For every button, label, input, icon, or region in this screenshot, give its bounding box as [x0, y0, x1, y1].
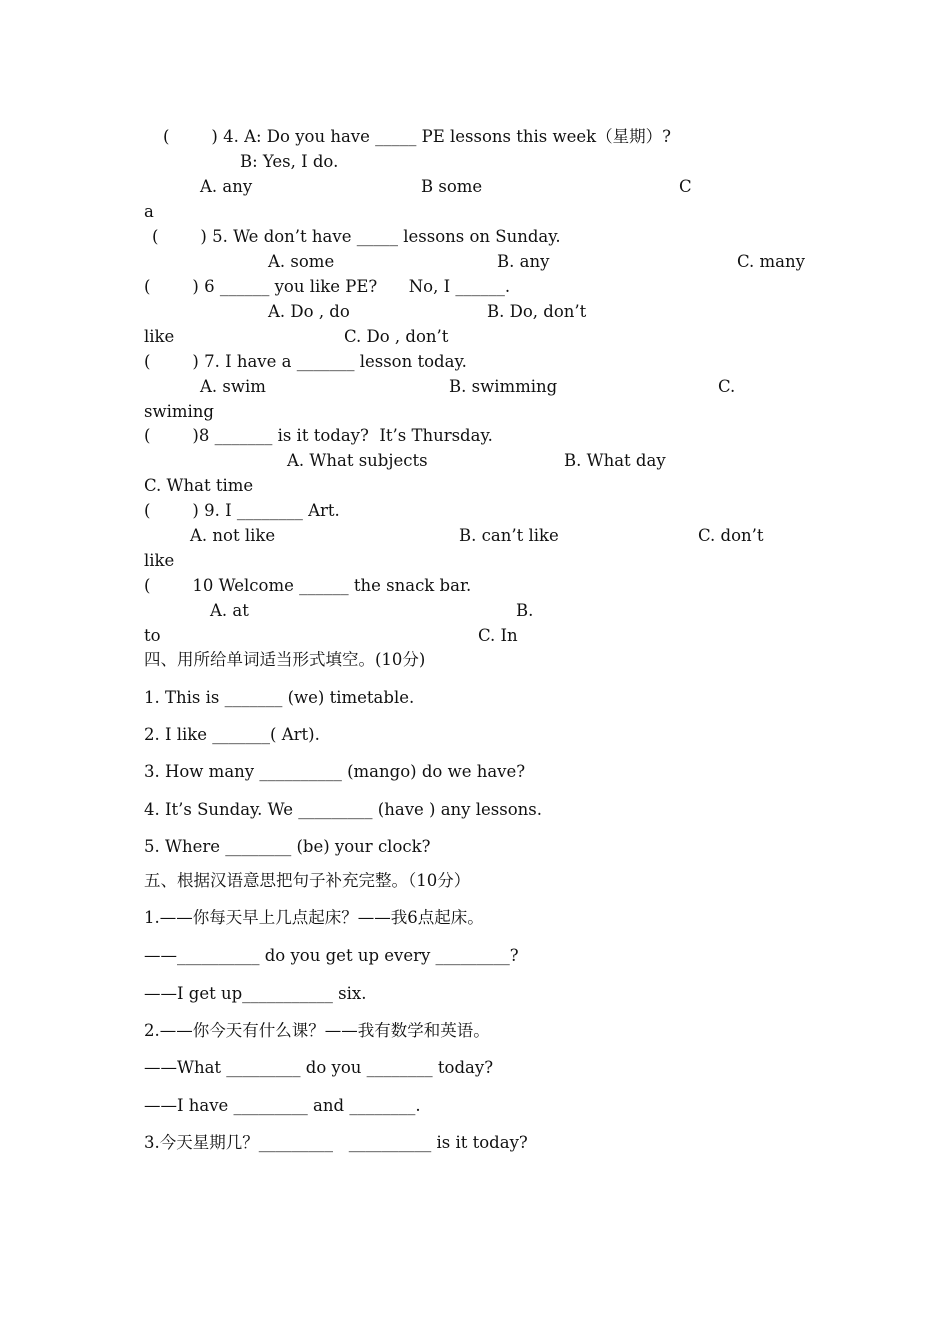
- q9-stem: ( ) 9. I ________ Art.: [144, 501, 340, 520]
- q10-option-b-wrap: to: [144, 626, 161, 645]
- q10-option-a: A. at: [210, 601, 249, 620]
- section5-line-7: 3.今天星期几？_________ __________ is it today?: [144, 1133, 528, 1152]
- q4-option-c: C: [679, 177, 692, 196]
- q7-option-c-wrap: swiming: [144, 402, 214, 421]
- q6-option-b-wrap: like: [144, 327, 175, 346]
- q4-answer: B: Yes, I do.: [240, 152, 339, 171]
- q7-stem: ( ) 7. I have a _______ lesson today.: [144, 352, 467, 371]
- q5-option-b: B. any: [497, 252, 550, 271]
- q5-option-a: A. some: [268, 252, 335, 271]
- q10-option-c: C. In: [478, 626, 518, 645]
- q6-stem: ( ) 6 ______ you like PE? No, I ______.: [144, 277, 511, 296]
- section4-item-5: 5. Where ________ (be) your clock?: [144, 837, 431, 856]
- q6-option-a: A. Do , do: [268, 302, 350, 321]
- q4-stem: ( ) 4. A: Do you have _____ PE lessons this week（星期）?: [163, 127, 671, 146]
- section4-item-2: 2. I like _______( Art).: [144, 725, 320, 744]
- q10-stem: ( 10 Welcome ______ the snack bar.: [144, 576, 472, 595]
- section5-line-4: 2.——你今天有什么课？——我有数学和英语。: [144, 1021, 490, 1040]
- section5-line-5: ——What _________ do you ________ today?: [144, 1058, 494, 1077]
- section5-line-1: 1.——你每天早上几点起床？——我6点起床。: [144, 908, 484, 927]
- section5-line-2: ——__________ do you get up every _________?: [144, 946, 519, 965]
- q10-option-b: B.: [516, 601, 534, 620]
- q9-option-a: A. not like: [190, 526, 276, 545]
- section5-heading: 五、根据汉语意思把句子补充完整。（10分）: [144, 871, 471, 890]
- q8-option-a: A. What subjects: [287, 451, 428, 470]
- section4-item-1: 1. This is _______ (we) timetable.: [144, 688, 415, 707]
- section4-item-3: 3. How many __________ (mango) do we have?: [144, 762, 526, 781]
- q9-option-b: B. can’t like: [459, 526, 559, 545]
- q5-stem: ( ) 5. We don’t have _____ lessons on Sunday.: [152, 227, 561, 246]
- q4-option-a: A. any: [200, 177, 253, 196]
- section5-line-3: ——I get up___________ six.: [144, 984, 367, 1003]
- section4-item-4: 4. It’s Sunday. We _________ (have ) any lessons.: [144, 800, 542, 819]
- section4-heading: 四、用所给单词适当形式填空。(10分): [144, 650, 426, 669]
- section5-line-6: ——I have _________ and ________.: [144, 1096, 421, 1115]
- q7-option-c: C.: [718, 377, 736, 396]
- q6-option-c: C. Do , don’t: [344, 327, 449, 346]
- q8-stem: ( )8 _______ is it today? It’s Thursday.: [144, 426, 493, 445]
- q7-option-a: A. swim: [200, 377, 266, 396]
- q6-option-b: B. Do, don’t: [487, 302, 587, 321]
- q8-option-b: B. What day: [564, 451, 666, 470]
- q9-option-c-wrap: like: [144, 551, 175, 570]
- q4-option-b: B some: [421, 177, 483, 196]
- q5-option-c: C. many: [737, 252, 805, 271]
- q9-option-c: C. don’t: [698, 526, 764, 545]
- q8-option-c: C. What time: [144, 476, 254, 495]
- q7-option-b: B. swimming: [449, 377, 558, 396]
- q4-option-c-wrap: a: [144, 202, 154, 221]
